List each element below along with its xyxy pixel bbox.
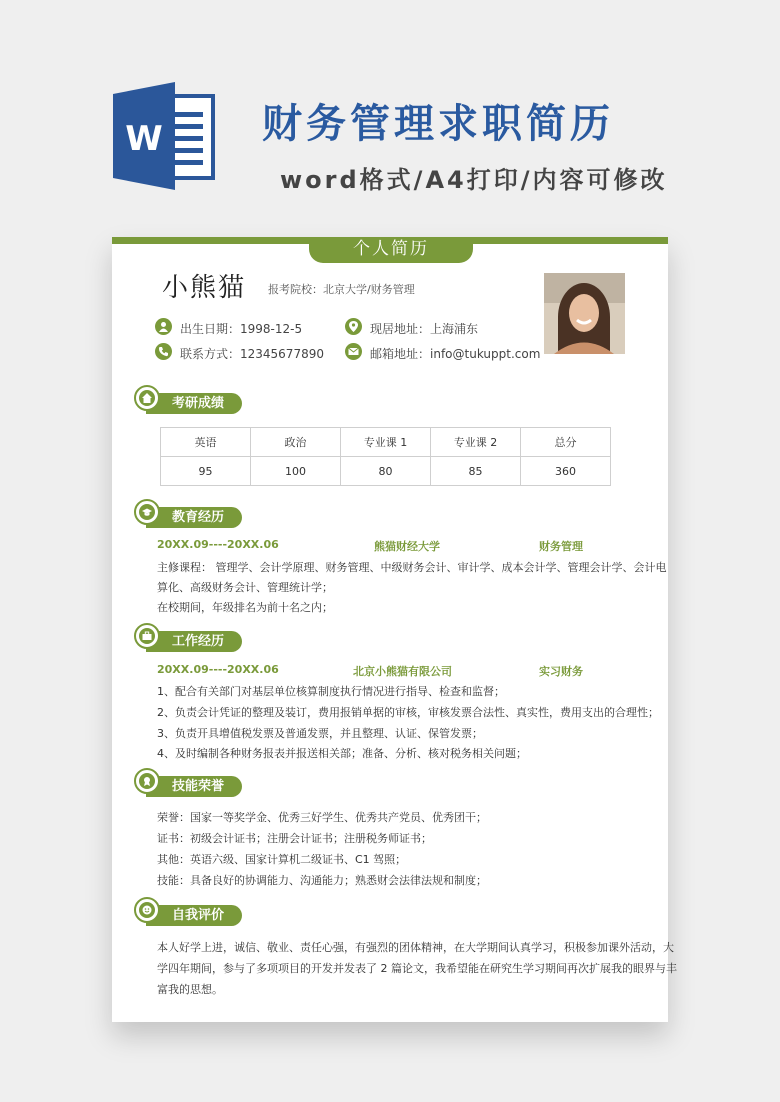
table-row [161,428,611,457]
table-cell: 360 [521,457,611,486]
section-skills [134,768,654,798]
section-education-title: 教育经历 [146,507,242,528]
table-header-cell: 专业课 2 [431,428,521,457]
address-text: 现居地址：上海浦东 [370,322,479,336]
section-work [134,623,654,653]
medal-icon [139,773,155,789]
table-cell: 95 [161,457,251,486]
table-row [161,457,611,486]
skills-line: 技能：具备良好的协调能力、沟通能力；熟悉财会法律法规和制度； [157,874,487,887]
home-icon [139,390,155,406]
briefcase-icon [139,628,155,644]
skills-line: 荣誉：国家一等奖学金、优秀三好学生、优秀共产党员、优秀团干； [157,811,487,824]
education-period: 20XX.09----20XX.06 [157,538,279,551]
section-work-title: 工作经历 [146,631,242,652]
location-icon [345,318,362,335]
table-header-cell: 英语 [161,428,251,457]
resume-page [112,237,677,1022]
word-logo-letter: W [125,119,163,159]
work-line: 3、负责开具增值税发票及普通发票，并且整理、认证、保管发票； [157,727,483,740]
table-header-cell: 专业课 1 [341,428,431,457]
word-logo-icon [113,82,225,190]
birth-text: 出生日期：1998-12-5 [180,322,303,336]
table-header-cell: 政治 [251,428,341,457]
page-subtitle: word格式/A4打印/内容可修改 [280,166,668,194]
work-line: 1、配合有关部门对基层单位核算制度执行情况进行指导、检查和监督； [157,685,505,698]
user-icon [155,318,172,335]
smile-icon [139,902,155,918]
education-line: 在校期间，年级排名为前十名之内； [157,601,333,614]
target-school: 报考院校：北京大学/财务管理 [268,283,415,296]
mail-icon [345,343,362,360]
page-title: 财务管理求职简历 [262,101,614,147]
work-line: 2、负责会计凭证的整理及装订，费用报销单据的审核，审核发票合法性、真实性，费用支出的合理性； [157,706,659,719]
self-line: 富我的思想。 [157,983,223,996]
education-line: 算化、高级财务会计、管理统计学； [157,581,333,594]
email-text: 邮箱地址：info@tukuppt.com [370,347,541,361]
education-major: 财务管理 [539,540,583,553]
phone-text: 联系方式：12345677890 [180,347,324,361]
graduation-cap-icon [139,504,155,520]
section-scores-title: 考研成绩 [146,393,242,414]
skills-line: 证书：初级会计证书；注册会计证书；注册税务师证书； [157,832,432,845]
profile-photo [544,273,625,354]
work-period: 20XX.09----20XX.06 [157,663,279,676]
work-line: 4、及时编制各种财务报表并报送相关部；准备、分析、核对税务相关问题； [157,747,527,760]
section-self-title: 自我评价 [146,905,242,926]
section-scores [134,385,654,415]
table-cell: 85 [431,457,521,486]
education-school: 熊猫财经大学 [374,540,440,553]
phone-icon [155,343,172,360]
table-cell: 100 [251,457,341,486]
resume-tab: 个人简历 [309,237,473,263]
self-line: 本人好学上进，诚信、敬业、责任心强，有强烈的团体精神，在大学期间认真学习，积极参加课外活动，大 [157,941,674,954]
section-education [134,499,654,529]
table-header-cell: 总分 [521,428,611,457]
skills-line: 其他：英语六级、国家计算机二级证书、C1 驾照； [157,853,407,866]
candidate-name: 小熊猫 [162,273,247,303]
self-line: 学四年期间，参与了多项项目的开发并发表了 2 篇论文，我希望能在研究生学习期间再次扩展我的眼界与丰 [157,962,677,975]
section-self-evaluation [134,897,654,927]
section-skills-title: 技能荣誉 [146,776,242,797]
work-company: 北京小熊猫有限公司 [353,665,452,678]
education-line: 主修课程： 管理学、会计学原理、财务管理、中级财务会计、审计学、成本会计学、管理会计学、会计电 [157,561,667,574]
table-cell: 80 [341,457,431,486]
work-position: 实习财务 [539,665,583,678]
score-table [160,427,611,486]
